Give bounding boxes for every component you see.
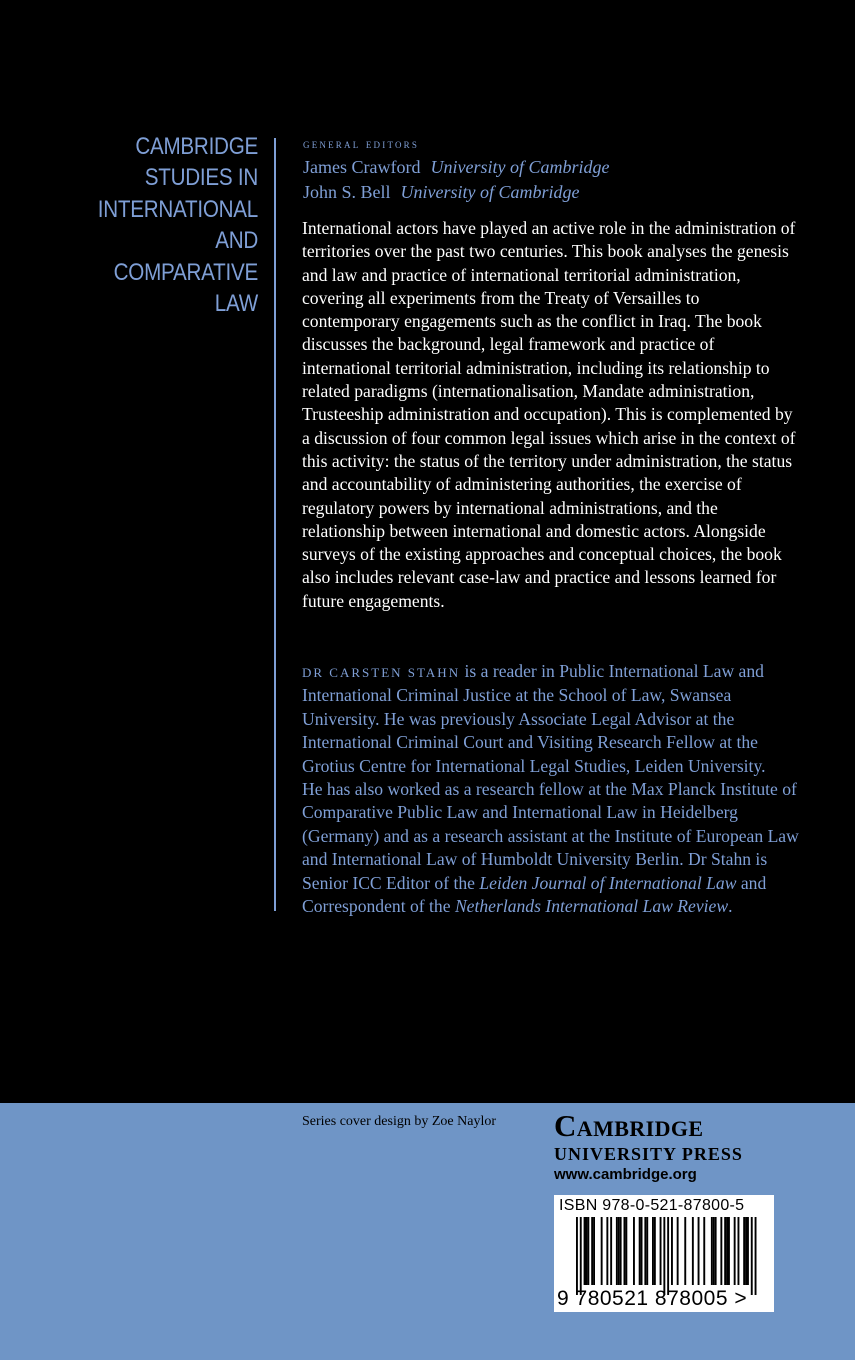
bio-line: He has also worked as a research fellow at the Max Planck Institute of <box>302 779 797 800</box>
bio-line: Comparative Public Law and International Law in Heidelberg <box>302 802 738 823</box>
isbn-label: ISBN 978-0-521-87800-5 <box>559 1197 745 1214</box>
barcode-bar <box>743 1217 745 1285</box>
journal-title: Leiden Journal of International Law <box>479 872 737 893</box>
barcode-bar <box>711 1217 713 1285</box>
barcode-bar <box>652 1217 654 1285</box>
description-line: Trusteeship administration and occupation). This is complemented by <box>302 404 793 425</box>
barcode-bar <box>606 1217 608 1285</box>
bio-text: Senior ICC Editor of the <box>302 872 480 893</box>
barcode-bar <box>620 1217 622 1285</box>
barcode-bar <box>728 1217 730 1285</box>
publisher-press: UNIVERSITY PRESS <box>554 1144 743 1164</box>
editor-affiliation: University of Cambridge <box>400 182 580 202</box>
barcode-bar <box>692 1217 694 1285</box>
series-title-line: CAMBRIDGE <box>135 133 258 160</box>
barcode-bar <box>724 1217 726 1285</box>
series-title-line: INTERNATIONAL <box>97 195 258 223</box>
barcode-bar <box>734 1217 736 1285</box>
bio-line: International Criminal Justice at the School of Law, Swansea <box>302 685 732 706</box>
description-line: a discussion of four common legal issues which arise in the context of <box>302 427 796 448</box>
barcode-bar <box>601 1217 603 1285</box>
isbn-barcode <box>554 1195 774 1312</box>
barcode-bar <box>663 1217 665 1295</box>
barcode-bar <box>660 1217 662 1285</box>
editor-name: John S. Bell <box>303 182 391 202</box>
barcode-bar <box>671 1217 673 1285</box>
description-line: contemporary engagements such as the conflict in Iraq. The book <box>302 311 762 332</box>
description-line: covering all experiments from the Treaty of Versailles to <box>302 287 700 308</box>
bio-line <box>302 660 842 684</box>
editor-entry <box>303 180 609 205</box>
series-title-line: LAW <box>214 290 258 318</box>
description-line: discusses the background, legal framework and practice of <box>302 334 715 355</box>
bio-text: and <box>736 872 767 893</box>
barcode-bar <box>755 1217 757 1295</box>
vertical-divider <box>274 138 276 911</box>
series-title-line: AND <box>215 227 258 255</box>
description-line: territories over the past two centuries. This book analyses the genesis <box>302 241 789 262</box>
series-title-line: STUDIES IN <box>144 164 258 192</box>
barcode-bar <box>726 1217 728 1285</box>
publisher-logo <box>554 1108 776 1186</box>
bio-line: University. He was previously Associate Legal Advisor at the <box>302 708 735 729</box>
barcode-bar <box>720 1217 722 1285</box>
description-line: also includes relevant case-law and practice and lessons learned for <box>302 567 777 588</box>
barcode-bar <box>747 1217 749 1285</box>
general-editors <box>303 133 609 205</box>
bio-text: Correspondent of the <box>302 896 455 917</box>
barcode-bar <box>738 1217 740 1285</box>
series-title-line: COMPARATIVE <box>113 258 258 286</box>
barcode-bar <box>576 1217 578 1295</box>
barcode-bar <box>618 1217 620 1285</box>
book-description <box>302 217 842 613</box>
author-bio <box>302 660 842 918</box>
description-line: and law and practice of international territorial administration, <box>302 264 741 285</box>
bio-line: Grotius Centre for International Legal Studies, Leiden University. <box>302 755 766 776</box>
barcode-bar <box>633 1217 635 1285</box>
publisher-url: www.cambridge.org <box>554 1166 697 1183</box>
barcode-bar <box>639 1217 641 1285</box>
series-title <box>58 131 258 319</box>
barcode-bar <box>667 1217 669 1295</box>
description-line: this activity: the status of the territory under administration, the status <box>302 450 793 471</box>
editor-affiliation: University of Cambridge <box>430 157 610 177</box>
bio-line: and International Law of Humboldt University Berlin. Dr Stahn is <box>302 849 768 870</box>
barcode-bar <box>624 1217 626 1285</box>
barcode-bar <box>587 1217 589 1285</box>
description-line: and accountability of administering authorities, the exercise of <box>302 474 742 495</box>
barcode-bar <box>580 1217 582 1295</box>
barcode-bar <box>646 1217 648 1285</box>
barcode-digits: 9 780521 878005 > <box>557 1287 748 1310</box>
barcode-bar <box>586 1217 588 1285</box>
barcode-bar <box>715 1217 717 1285</box>
publisher-name: Cambridge <box>554 1108 704 1143</box>
barcode-bar <box>684 1217 686 1285</box>
journal-title: Netherlands International Law Review <box>454 896 729 917</box>
barcode-bar <box>654 1217 656 1285</box>
barcode-bar <box>641 1217 643 1285</box>
barcode-bar <box>625 1217 627 1285</box>
barcode-bar <box>713 1217 715 1285</box>
bio-line <box>302 895 842 918</box>
editor-name: James Crawford <box>303 157 421 177</box>
description-line: surveys of the existing approaches and conceptual choices, the book <box>302 544 782 565</box>
cover-design-credit: Series cover design by Zoe Naylor <box>302 1114 496 1129</box>
bio-text: . <box>728 896 733 917</box>
description-line: future engagements. <box>302 590 445 611</box>
barcode-bar <box>703 1217 705 1285</box>
description-line: International actors have played an active role in the administration of <box>302 218 796 238</box>
barcode-bar <box>591 1217 593 1285</box>
barcode-bar <box>644 1217 646 1285</box>
description-line: relationship between international and domestic actors. Alongside <box>302 520 766 541</box>
barcode-bar <box>610 1217 612 1285</box>
barcode-bar <box>616 1217 618 1285</box>
author-name: DR CARSTEN STAHN <box>302 665 461 680</box>
barcode-bar <box>745 1217 747 1285</box>
barcode-bar <box>677 1217 679 1285</box>
barcode-bar <box>584 1217 586 1285</box>
barcode-bar <box>593 1217 595 1285</box>
editor-entry <box>303 155 609 180</box>
description-line: related paradigms (internationalisation, Mandate administration, <box>302 381 755 402</box>
bio-line <box>302 872 842 895</box>
editors-heading: general editors <box>303 136 420 151</box>
bio-line: International Criminal Court and Visiting Research Fellow at the <box>302 732 758 753</box>
description-line: regulatory powers by international administrations, and the <box>302 497 718 518</box>
description-line: international territorial administration, including its relationship to <box>302 357 770 378</box>
bio-text: is a reader in Public International Law and <box>460 661 764 681</box>
barcode-bar <box>751 1217 753 1295</box>
bio-line: (Germany) and as a research assistant at the Institute of European Law <box>302 825 799 846</box>
barcode-bar <box>698 1217 700 1285</box>
